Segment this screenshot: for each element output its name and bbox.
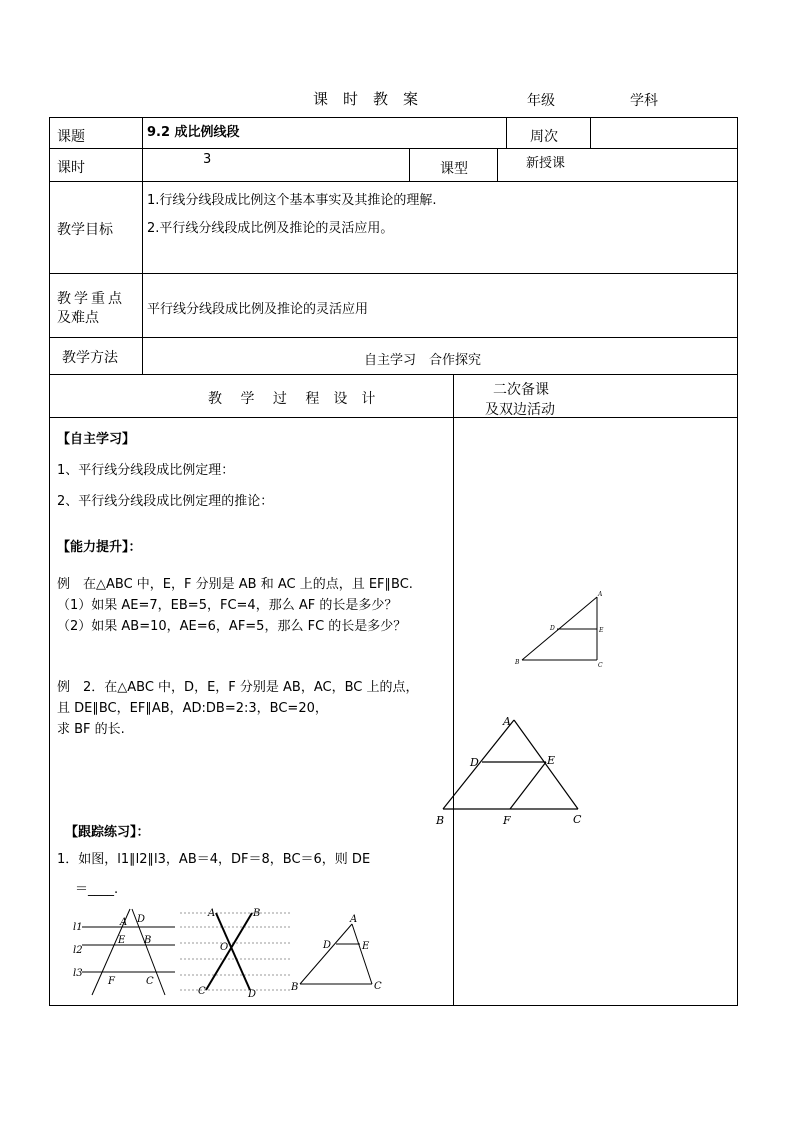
fig3-label-l2: l2: [73, 945, 83, 956]
process-header: 教 学 过 程 设 计: [208, 391, 376, 407]
fig1-label-c: C: [598, 662, 603, 669]
fig3-label-f: F: [108, 976, 115, 987]
fig2-label-d: D: [470, 756, 479, 769]
fig5-label-c: C: [374, 981, 382, 992]
fig3-label-l1: l1: [73, 922, 83, 933]
period-value: 3: [203, 152, 212, 167]
key-points-label-1: 教学重点: [57, 291, 125, 307]
fig2-label-a: A: [503, 715, 511, 728]
fig1-label-b: B: [515, 659, 520, 666]
key-points-label-2: 及难点: [57, 310, 99, 326]
parallel-lines-figure: [70, 905, 178, 1001]
triangle-figure-3: [290, 912, 385, 994]
type-label: 课型: [440, 161, 468, 177]
example-1-line-2: （1）如果 AE=7，EB=5，FC=4，那么 AF 的长是多少？: [57, 598, 398, 613]
side-header-2: 及双边活动: [485, 402, 555, 418]
grade-label: 年级: [527, 93, 555, 109]
example-1-line-1: 例 在△ABC 中，E，F 分别是 AB 和 AC 上的点，且 EF∥BC.: [57, 577, 413, 592]
ability-title: 【能力提升】：: [57, 540, 142, 555]
fig3-label-e: E: [118, 935, 126, 946]
question-1-line-2: ＝____.: [75, 882, 119, 897]
triangle-figure-1: [505, 588, 620, 670]
topic-label: 课题: [57, 129, 85, 145]
example-2-line-2: 且 DE∥BC，EF∥AB，AD:DB=2:3，BC=20，: [57, 701, 328, 716]
example-2-line-1: 例 2．在△ABC 中，D，E，F 分别是 AB，AC，BC 上的点，: [57, 680, 419, 695]
question-1-line-1: 1．如图，l1∥l2∥l3，AB＝4，DF＝8，BC＝6，则 DE: [57, 852, 371, 867]
example-1-line-3: （2）如果 AB=10，AE=6，AF=5，那么 FC 的长是多少？: [57, 619, 407, 634]
fig3-label-a: A: [120, 917, 128, 928]
method-label: 教学方法: [62, 350, 118, 366]
key-points-value: 平行线分线段成比例及推论的灵活应用: [147, 302, 369, 317]
fig5-label-b: B: [291, 982, 299, 993]
fig4-label-c: C: [198, 986, 206, 997]
topic-value: 9.2 成比例线段: [147, 125, 240, 140]
fig3-label-d: D: [137, 914, 146, 925]
subject-label: 学科: [630, 93, 658, 109]
triangle-figure-2: [433, 710, 593, 828]
goal-item-1: 1.行线分线段成比例这个基本事实及其推论的理解.: [147, 193, 437, 208]
period-label: 课时: [57, 160, 85, 176]
goals-label: 教学目标: [57, 222, 113, 238]
fig3-label-l3: l3: [73, 968, 83, 979]
self-study-title: 【自主学习】: [57, 432, 136, 447]
follow-practice-title: 【跟踪练习】：: [65, 825, 150, 840]
side-header-1: 二次备课: [493, 382, 549, 398]
fig4-label-a: A: [208, 908, 216, 919]
fig3-label-b: B: [144, 935, 152, 946]
page-title: 课 时 教 案: [313, 90, 419, 108]
self-study-item-1: 1、平行线分线段成比例定理：: [57, 463, 235, 478]
type-value: 新授课: [526, 156, 566, 171]
fig5-label-d: D: [323, 940, 332, 951]
fig5-label-e: E: [362, 941, 370, 952]
fig4-label-b: B: [253, 908, 261, 919]
fig2-label-c: C: [573, 813, 582, 826]
self-study-item-2: 2、平行线分线段成比例定理的推论：: [57, 494, 274, 509]
fig2-label-e: E: [547, 754, 556, 767]
crossing-lines-figure: [178, 905, 292, 1001]
fig5-label-a: A: [350, 914, 358, 925]
goal-item-2: 2.平行线分线段成比例及推论的灵活应用。: [147, 221, 394, 236]
fig2-label-b: B: [436, 814, 445, 827]
fig2-label-f: F: [503, 814, 511, 827]
fig3-label-c: C: [146, 976, 154, 987]
week-label: 周次: [530, 129, 558, 145]
fig1-label-a: A: [598, 591, 603, 598]
fig4-label-o: O: [220, 942, 229, 953]
example-2-line-3: 求 BF 的长.: [57, 722, 125, 737]
fig4-label-d: D: [248, 989, 257, 1000]
fig1-label-d: D: [550, 625, 555, 632]
method-value: 自主学习 合作探究: [364, 353, 482, 368]
fig1-label-e: E: [599, 627, 604, 634]
